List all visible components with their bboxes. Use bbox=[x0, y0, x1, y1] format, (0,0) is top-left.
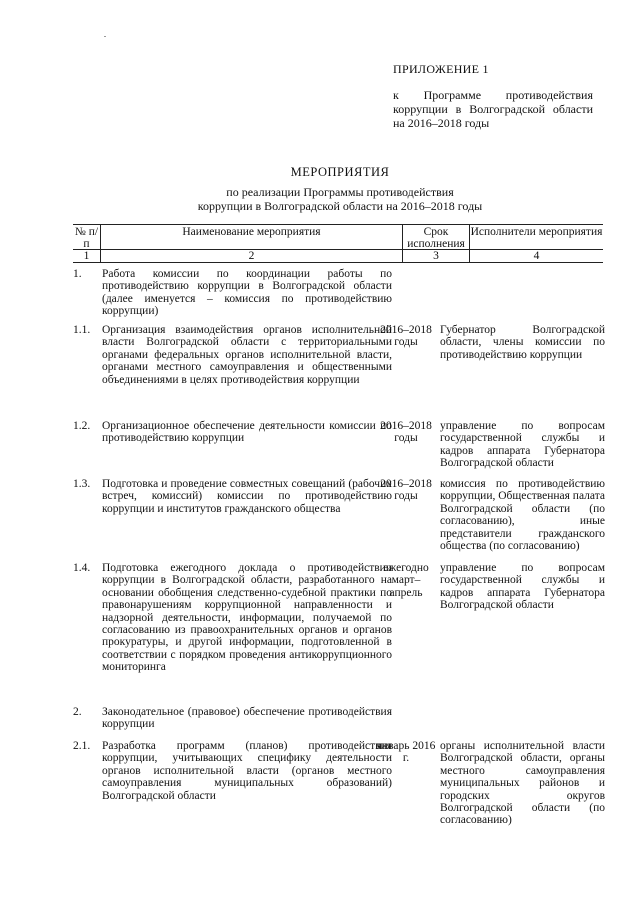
row-term: ежегодно март–апрель bbox=[383, 562, 429, 599]
subheading-line-1: по реализации Программы противодействия bbox=[226, 185, 454, 199]
row-term: 2016–2018 годы bbox=[380, 420, 432, 445]
row-executors: комиссия по противодействию коррупции, Общественная палата Волгоградской области (по согласованию), иные представители гражданского общества (по согласованию) bbox=[440, 478, 605, 553]
header-num: № п/п bbox=[73, 225, 101, 249]
row-name: Работа комиссии по координации работы по противодействию коррупции в Волгоградской области (далее именуется – комиссия по противодействию коррупции) bbox=[102, 268, 392, 318]
appendix-title: ПРИЛОЖЕНИЕ 1 bbox=[393, 62, 489, 76]
row-num: 1.1. bbox=[73, 324, 91, 336]
header-name: Наименование мероприятия bbox=[101, 225, 403, 249]
row-num: 1.2. bbox=[73, 420, 91, 432]
appendix-subtitle: к Программе противодействия коррупции в Волгоградской области на 2016–2018 годы bbox=[393, 88, 593, 130]
table-header bbox=[73, 224, 603, 263]
subheading-line-2: коррупции в Волгоградской области на 2016–2018 годы bbox=[197, 199, 483, 213]
column-number: 4 bbox=[533, 250, 540, 262]
row-name: Подготовка ежегодного доклада о противодействии коррупции в Волгоградской области, разработанного на основании обобщения следственно-судебной практики по правонарушениям коррупционной направленности и надзорной деятельности, информации, получаемой по согласованию из правоохранительных органов и органов прокуратуры, и другой информации, подготовленной в соответствии с порядком проведения антикоррупционного мониторинга bbox=[102, 562, 392, 674]
document-heading: МЕРОПРИЯТИЯ bbox=[290, 165, 390, 179]
row-executors: управление по вопросам государственной службы и кадров аппарата Губернатора Волгоградской области bbox=[440, 562, 605, 612]
column-number: 1 bbox=[73, 250, 101, 262]
row-name: Организационное обеспечение деятельности комиссии по противодействию коррупции bbox=[102, 420, 392, 445]
row-executors: управление по вопросам государственной службы и кадров аппарата Губернатора Волгоградской области bbox=[440, 420, 605, 470]
header-term: Срок исполнения bbox=[403, 225, 470, 249]
scan-mark bbox=[104, 36, 106, 37]
row-num: 2. bbox=[73, 706, 82, 718]
header-executors: Исполнители мероприятия bbox=[470, 226, 603, 238]
row-name: Организация взаимодействия органов исполнительной власти Волгоградской области с территориальными органами федеральных органов исполнительной власти, органами местного самоуправления и общественными объединениями в целях противодействия коррупции bbox=[102, 324, 392, 386]
column-number: 2 bbox=[101, 250, 403, 262]
row-term: 2016–2018 годы bbox=[380, 478, 432, 503]
row-term: январь 2016 г. bbox=[376, 740, 436, 765]
row-executors: органы исполнительной власти Волгоградской области, органы местного самоуправления муниципальных районов и городских округов Волгоградской области (по согласованию) bbox=[440, 740, 605, 827]
document-subheading bbox=[60, 185, 620, 213]
row-num: 1.3. bbox=[73, 478, 91, 490]
row-num: 2.1. bbox=[73, 740, 91, 752]
appendix-block bbox=[393, 62, 593, 130]
row-executors: Губернатор Волгоградской области, члены комиссии по противодействию коррупции bbox=[440, 324, 605, 361]
row-name: Разработка программ (планов) противодействия коррупции, учитывающих специфику деятельности органов исполнительной власти (органов местного самоуправления муниципальных образований) Волгоградской области bbox=[102, 740, 392, 802]
column-number: 3 bbox=[403, 250, 470, 262]
column-number-row bbox=[73, 249, 603, 262]
row-term: 2016–2018 годы bbox=[380, 324, 432, 349]
row-name: Законодательное (правовое) обеспечение противодействия коррупции bbox=[102, 706, 392, 731]
row-num: 1.4. bbox=[73, 562, 91, 574]
row-num: 1. bbox=[73, 268, 82, 280]
row-name: Подготовка и проведение совместных совещаний (рабочих встреч, комиссий) комиссии по противодействию коррупции и институтов гражданского общества bbox=[102, 478, 392, 515]
